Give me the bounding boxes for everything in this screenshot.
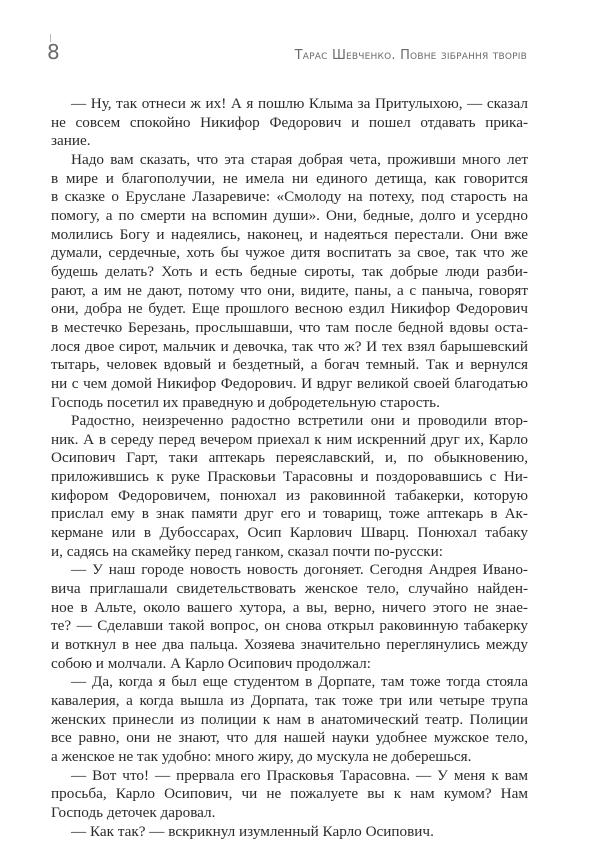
page-number: 8: [47, 40, 60, 64]
text-line: ни с чем домой Никифор Федорович. И вдруг великой своей благодатью: [51, 374, 528, 392]
text-line: помогу, а по смерти на вспомин души». Они, бедные, долго и усердно: [51, 206, 528, 224]
paragraph: [51, 151, 528, 412]
text-line: приложившись к руке Прасковьи Тарасовны и поздоровавшись с Ни-: [51, 468, 528, 486]
text-line: те? — Сделавши такой вопрос, он снова открыл раковинную табакерку: [51, 617, 528, 635]
text-line: а женское не так удобно: много жиру, до мускула не доберешься.: [51, 747, 472, 765]
text-line: думали, сердечные, хоть бы чужое дитя воспитать за свое, так что же: [51, 244, 528, 262]
text-line: вича приглашали свидетельствовать женское тело, случайно найден-: [51, 580, 528, 598]
paragraph: [51, 767, 528, 823]
paragraph: [51, 561, 528, 673]
text-line: просьба, Карло Осипович, чи не пожалуете вы к нам кумом? Нам: [51, 785, 528, 803]
text-line: Осипович Гарт, таки аптекарь переяславский, и, по обыкновению,: [51, 449, 528, 467]
text-line: Надо вам сказать, что эта старая добрая чета, проживши много лет: [71, 150, 528, 168]
text-line: Господь посетил их праведную и добродетельную старость.: [51, 393, 440, 411]
text-line: Радостно, неизреченно радостно встретили они и проводили втор-: [71, 412, 528, 430]
text-line: и, садясь на скамейку перед ганком, сказал почти по-русски:: [51, 542, 444, 560]
text-line: в местечко Березань, прослышавши, что там после бедной вдовы оста-: [51, 318, 528, 336]
text-line: тытарь, человек вдовый и бездетный, а богач темный. Так и вернулся: [51, 356, 528, 374]
text-line: женских принесли из полиции к нам в анатомический театр. Полиции: [51, 710, 528, 728]
paragraph: [51, 823, 528, 842]
text-line: зание.: [51, 132, 91, 150]
text-line: и воткнул в нее два пальца. Хозяева значительно переглянулись между: [51, 636, 528, 654]
text-line: молились Богу и надеялись, наконец, и надеяться перестали. Они вже: [51, 225, 528, 243]
text-line: Господь деточек даровал.: [51, 803, 216, 821]
text-line: кермане или в Дубоссарах, Осип Карлович Шварц. Понюхал табаку: [51, 524, 528, 542]
text-line: — Да, когда я был еще студентом в Дорпате, там тоже тогда стояла: [71, 673, 528, 691]
text-line: лося двое сирот, мальчик и девочка, так что ж? И тех взял барышевский: [51, 337, 528, 355]
text-line: не совсем спокойно Никифор Федорович и пошел отдавать прика-: [51, 113, 528, 131]
paragraph: [51, 412, 528, 561]
body-text: [51, 95, 528, 841]
text-line: прислал ему в знак памяти друг его и товарищ, тоже аптекарь в Ак-: [51, 505, 528, 523]
text-line: кавалерия, а когда вышла из Дорпата, так тоже три или четыре трупа: [51, 692, 528, 709]
text-line: они, добра не будет. Еще прошлого весною ездил Никифор Федорович: [51, 300, 528, 318]
paragraph: [51, 95, 528, 151]
text-line: — Как так? — вскрикнул изумленный Карло Осипович.: [71, 822, 434, 840]
text-line: ное в Альте, около вашего хутора, а вы, верно, ничего этого не знае-: [51, 598, 528, 616]
text-line: собою и молчали. А Карло Осипович продолжал:: [51, 654, 371, 672]
text-line: ник. А в середу перед вечером приехал к ним искренний друг их, Карло: [51, 430, 528, 448]
text-line: кифором Федоровичем, понюхал из раковинной табакерки, которую: [51, 486, 528, 504]
text-line: все равно, они не знают, что для нашей науки удобнее мужское тело,: [51, 729, 528, 747]
text-line: рают, а им не дают, потому что они, видите, паны, а с паныча, говорят: [51, 281, 528, 299]
paragraph: [51, 673, 528, 766]
text-line: — У наш городе новость новость догоняет. Сегодня Андрея Ивано-: [71, 561, 528, 579]
text-line: в сказке о Еруслане Лазаревиче: «Смолоду на потеху, под старость на: [51, 188, 528, 206]
text-line: будешь делать? Хоть и есть бедные сироты, так добрые люди разби-: [51, 262, 528, 280]
running-title: Тарас Шевченко. Повне зібрання творів: [294, 48, 527, 63]
text-line: — Ну, так отнеси ж их! А я пошлю Клыма за Притулыхою, — сказал: [71, 95, 528, 112]
text-line: в мире и благополучии, не имела ни единого детища, как говорится: [51, 169, 528, 187]
text-line: — Вот что! — прервала его Прасковья Тарасовна. — У меня к вам: [71, 766, 528, 784]
